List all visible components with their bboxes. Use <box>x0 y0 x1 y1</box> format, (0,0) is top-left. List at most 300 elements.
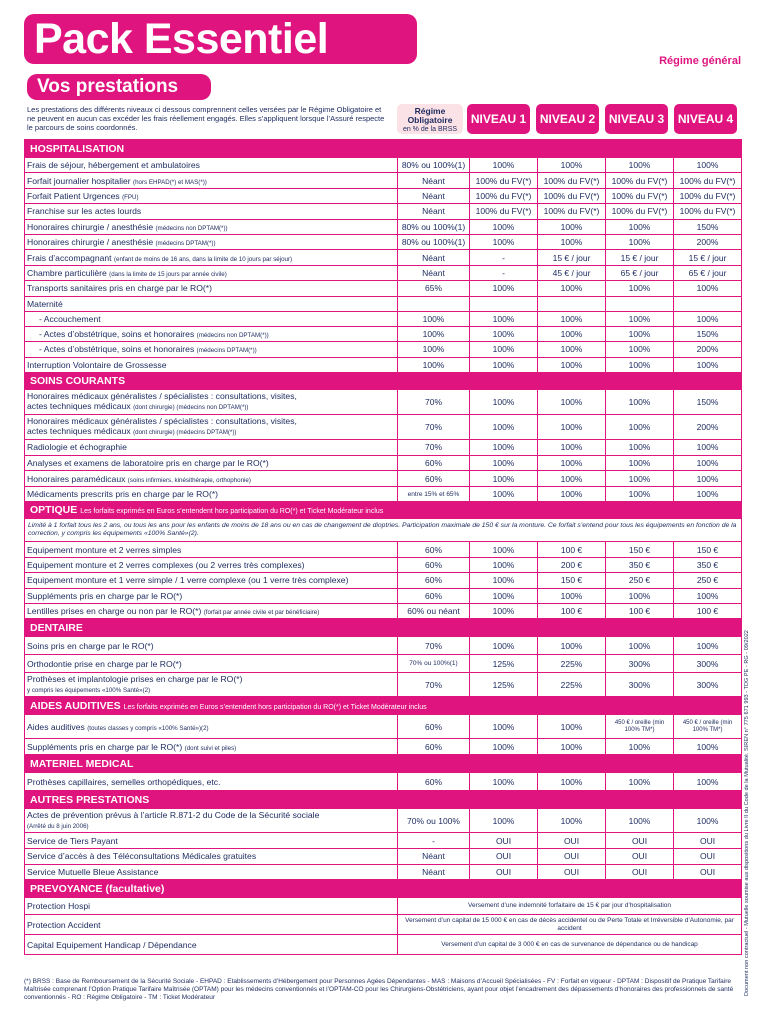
value-text: 100% <box>560 359 583 370</box>
section-soins-courants <box>25 373 742 390</box>
value-cell <box>538 588 606 603</box>
row-label <box>25 773 398 791</box>
row-label <box>25 898 398 915</box>
column-header-brss <box>397 104 463 134</box>
optique-info-text: Limité à 1 forfait tous les 2 ans, ou tous les ans pour les enfants de moins de 18 ans ou en cas de changement de dioptries. Participation maximale de 150 € sur la monture. Ce forfait s’entend pour tous les équipements en fonction de la correction, y compris les équipements «100% Santé»(2). <box>28 521 737 538</box>
row-label <box>25 715 398 739</box>
table-row <box>25 204 742 219</box>
row-label-text: Soins pris en charge par le RO(*) <box>27 640 154 651</box>
value-cell <box>538 158 606 173</box>
value-cell <box>674 326 742 341</box>
value-cell <box>606 557 674 572</box>
brss-line2: Obligatoire <box>407 115 453 125</box>
value-cell <box>470 311 538 326</box>
value-text: - <box>432 835 435 846</box>
row-label <box>25 326 398 341</box>
row-label-text: Prothèses et implantologie prises en charge par le RO(*) <box>27 673 243 684</box>
value-cell <box>606 455 674 471</box>
value-cell <box>538 250 606 265</box>
value-text: 150% <box>696 397 719 408</box>
value-cell <box>674 809 742 833</box>
row-label-note: (médecins DPTAM(*)) <box>196 347 257 355</box>
row-label <box>25 486 398 502</box>
row-label-note: (forfait par année civile et par bénéficiaire) <box>203 609 320 617</box>
value-cell <box>398 440 470 456</box>
value-cell <box>470 265 538 280</box>
row-label-text: Equipement monture et 1 verre simple / 1 verre complexe (ou 1 verre très complexe) <box>27 575 349 586</box>
row-label-text: Equipement monture et 2 verres complexes (ou 2 verres très complexes) <box>27 560 305 571</box>
value-text: 100 € <box>696 606 719 617</box>
value-cell <box>606 739 674 755</box>
value-cell <box>606 588 674 603</box>
section-note: Les forfaits exprimés en Euros s’entendent hors participation du RO(*) et Ticket Modérateur inclus <box>123 703 427 711</box>
row-label-text: Transports sanitaires pris en charge par le RO(*) <box>27 283 212 294</box>
value-text: 100% <box>628 344 651 355</box>
row-label-text: Franchise sur les actes lourds <box>27 206 142 217</box>
value-text: 15 € / jour <box>552 252 591 263</box>
value-text: 65 € / jour <box>688 267 727 278</box>
value-text: 100% du FV(*) <box>679 175 736 186</box>
table-row <box>25 250 742 265</box>
value-cell <box>398 486 470 502</box>
row-label-text: Honoraires médicaux généralistes / spécialistes : consultations, visites, <box>27 391 297 402</box>
table-row <box>25 637 742 655</box>
value-cell <box>606 486 674 502</box>
brss-line3: en % de la BRSS <box>402 126 458 133</box>
value-text: 60% <box>424 544 442 555</box>
value-text: 225% <box>560 658 583 669</box>
row-label <box>25 204 398 219</box>
row-label-text: Service Mutuelle Bleue Assistance <box>27 866 159 877</box>
value-text: 100% <box>492 721 515 732</box>
value-cell <box>538 773 606 791</box>
value-text: Néant <box>422 175 445 186</box>
page-title: Pack Essentiel <box>24 14 417 64</box>
value-text: 100% <box>560 640 583 651</box>
value-text: 100% <box>492 221 515 232</box>
value-cell <box>674 573 742 588</box>
row-label-note: (hors EHPAD(*) et MAS(*)) <box>133 178 207 186</box>
value-text: 70% ou 100%(1) <box>409 660 458 668</box>
value-text: 100% <box>628 590 651 601</box>
section-title: AIDES AUDITIVES <box>30 699 121 712</box>
value-cell <box>606 673 674 697</box>
value-text: 100% <box>422 329 445 340</box>
value-cell <box>674 311 742 326</box>
row-label-text: Forfait Patient Urgences <box>27 190 120 201</box>
table-row <box>25 415 742 440</box>
value-text: 125% <box>492 658 515 669</box>
value-text: 100% <box>492 815 515 826</box>
value-text: 100 € <box>560 544 583 555</box>
row-label <box>25 158 398 173</box>
value-text: 70% <box>424 442 442 453</box>
value-cell <box>674 673 742 697</box>
row-label <box>25 915 398 935</box>
value-text: 60% <box>424 560 442 571</box>
value-cell <box>606 849 674 865</box>
value-cell <box>606 234 674 249</box>
value-text: 100% <box>560 473 583 484</box>
row-label-text: Prothèses capillaires, semelles orthopédiques, etc. <box>27 776 221 787</box>
value-cell <box>470 637 538 655</box>
value-text: 100% du FV(*) <box>543 175 600 186</box>
value-text: 150 € <box>628 544 651 555</box>
value-text: 100% <box>492 313 515 324</box>
value-text: 100% <box>492 344 515 355</box>
value-text: 100% <box>628 422 651 433</box>
table-row <box>25 311 742 326</box>
value-cell <box>398 173 470 188</box>
table-row <box>25 588 742 603</box>
value-text: 100% du FV(*) <box>611 190 668 201</box>
value-text: 100% <box>696 741 719 752</box>
value-cell <box>398 326 470 341</box>
value-cell <box>398 234 470 249</box>
value-text: 100% <box>628 329 651 340</box>
value-text: 100% <box>492 283 515 294</box>
row-label <box>25 357 398 372</box>
row-label-note: (toutes classes y compris «100% Santé»)(2) <box>87 724 209 732</box>
value-text: 100% <box>696 313 719 324</box>
value-text: 60% <box>424 575 442 586</box>
value-text: 60% <box>424 457 442 468</box>
row-label-text: Suppléments pris en charge par le RO(*) <box>27 590 183 601</box>
value-cell <box>470 849 538 865</box>
section-title: SOINS COURANTS <box>30 375 126 388</box>
value-text: 100% <box>492 544 515 555</box>
value-cell <box>606 296 674 311</box>
table-row <box>25 471 742 487</box>
value-cell <box>398 773 470 791</box>
value-cell <box>398 357 470 372</box>
row-label-note: (dont suivi et piles) <box>184 744 237 752</box>
value-cell <box>606 390 674 415</box>
table-row <box>25 357 742 372</box>
value-text: 70% <box>424 397 442 408</box>
value-text: - <box>502 252 505 263</box>
value-text: 100% <box>696 473 719 484</box>
value-text: 100% <box>628 489 651 500</box>
value-cell <box>398 281 470 296</box>
value-cell <box>470 440 538 456</box>
value-cell <box>398 342 470 357</box>
value-cell <box>606 440 674 456</box>
row-label-text: Suppléments pris en charge par le RO(*) <box>27 741 183 752</box>
row-label <box>25 440 398 456</box>
value-cell <box>398 311 470 326</box>
value-cell <box>538 265 606 280</box>
value-text: Néant <box>422 252 445 263</box>
value-cell <box>538 296 606 311</box>
value-text: 100% <box>560 590 583 601</box>
table-row <box>25 604 742 619</box>
row-label <box>25 604 398 619</box>
value-cell <box>606 542 674 557</box>
value-text: OUI <box>495 835 512 846</box>
row-label-text: Protection Hospi <box>27 901 91 912</box>
value-cell <box>606 357 674 372</box>
value-cell <box>470 557 538 572</box>
value-cell <box>538 486 606 502</box>
row-label-text: Analyses et examens de laboratoire pris en charge par le RO(*) <box>27 457 269 468</box>
value-cell <box>606 773 674 791</box>
value-text: 250 € <box>696 575 719 586</box>
value-cell <box>538 673 606 697</box>
value-cell <box>606 864 674 880</box>
value-cell <box>398 542 470 557</box>
value-cell <box>674 158 742 173</box>
row-label <box>25 588 398 603</box>
value-cell <box>606 655 674 673</box>
brss-line1: Régime <box>414 106 446 116</box>
value-text: 100% <box>492 160 515 171</box>
value-text: 100% <box>560 344 583 355</box>
row-label <box>25 739 398 755</box>
value-cell <box>606 573 674 588</box>
value-text: 100% <box>560 776 583 787</box>
optique-info <box>25 519 742 542</box>
row-label <box>25 173 398 188</box>
value-cell <box>538 809 606 833</box>
value-text: 100% <box>696 815 719 826</box>
value-cell <box>674 440 742 456</box>
row-label-text: actes techniques médicaux <box>27 426 131 437</box>
value-cell <box>470 715 538 739</box>
value-text: 200% <box>696 344 719 355</box>
section-autres-prestations <box>25 791 742 809</box>
table-row <box>25 265 742 280</box>
section-header <box>25 791 742 809</box>
value-text: 60% <box>424 741 442 752</box>
value-cell <box>398 415 470 440</box>
value-text: 100% <box>628 313 651 324</box>
table-row <box>25 809 742 833</box>
value-cell <box>538 655 606 673</box>
row-label-text: Capital Equipement Handicap / Dépendance <box>27 939 197 950</box>
value-cell <box>398 604 470 619</box>
row-label <box>25 655 398 673</box>
value-text: 100% <box>492 575 515 586</box>
value-cell <box>398 390 470 415</box>
row-label <box>25 557 398 572</box>
value-cell <box>606 715 674 739</box>
row-label-text: Equipement monture et 2 verres simples <box>27 544 182 555</box>
section-header <box>25 373 742 390</box>
value-text: 65% <box>424 283 442 294</box>
row-label <box>25 864 398 880</box>
value-cell <box>538 188 606 203</box>
value-cell <box>674 265 742 280</box>
value-text: 150 € <box>560 575 583 586</box>
value-cell <box>398 158 470 173</box>
value-text: 100% <box>492 776 515 787</box>
section-header <box>25 619 742 637</box>
row-label <box>25 265 398 280</box>
value-text: 70% <box>424 640 442 651</box>
value-text: 100% <box>628 741 651 752</box>
value-cell <box>538 557 606 572</box>
value-cell <box>470 655 538 673</box>
value-text: 100% <box>696 640 719 651</box>
value-text: 100% <box>628 442 651 453</box>
value-text: 100% <box>628 776 651 787</box>
value-text: OUI <box>495 866 512 877</box>
value-text: 100% <box>492 442 515 453</box>
row-label-note: (FPU) <box>122 193 139 201</box>
section-title: HOSPITALISATION <box>30 142 125 155</box>
value-cell <box>398 739 470 755</box>
value-text: Néant <box>422 190 445 201</box>
value-text: 100% du FV(*) <box>475 190 532 201</box>
value-cell <box>470 415 538 440</box>
section-materiel-medical <box>25 755 742 773</box>
row-label-text: - Accouchement <box>39 313 101 324</box>
value-cell <box>398 557 470 572</box>
row-label <box>25 849 398 865</box>
value-cell <box>470 390 538 415</box>
value-text: 70% <box>424 422 442 433</box>
table-row <box>25 390 742 415</box>
value-cell <box>674 715 742 739</box>
value-cell <box>538 415 606 440</box>
value-text: Néant <box>422 866 445 877</box>
row-label <box>25 311 398 326</box>
value-text: 350 € <box>628 560 651 571</box>
row-label-note: (dont chirurgie) (médecins non DPTAM(*)) <box>133 404 249 412</box>
value-cell <box>606 204 674 219</box>
regime-label: Régime général <box>659 55 741 67</box>
value-text: 60% <box>424 473 442 484</box>
value-text: 100% <box>560 221 583 232</box>
value-text: 150% <box>696 221 719 232</box>
value-text: 300% <box>628 658 651 669</box>
section-aides-auditives <box>25 697 742 715</box>
table-row <box>25 519 742 542</box>
value-text: 100% <box>696 442 719 453</box>
row-label-text: Orthodontie prise en charge par le RO(*) <box>27 658 182 669</box>
value-text: 100% du FV(*) <box>543 190 600 201</box>
table-row <box>25 296 742 311</box>
section-title: AUTRES PRESTATIONS <box>30 793 150 806</box>
value-text: 300% <box>628 679 651 690</box>
value-cell <box>538 173 606 188</box>
row-label-text: - Actes d’obstétrique, soins et honoraires <box>39 344 195 355</box>
value-cell <box>606 158 674 173</box>
table-row <box>25 673 742 697</box>
value-text: 100% <box>492 422 515 433</box>
table-row <box>25 655 742 673</box>
value-text: 100% <box>492 237 515 248</box>
row-label-text: Médicaments prescrits pris en charge par le RO(*) <box>27 489 219 500</box>
value-cell <box>674 204 742 219</box>
row-label-text: actes techniques médicaux <box>27 401 131 412</box>
value-cell <box>470 173 538 188</box>
value-cell <box>674 655 742 673</box>
value-text: 100% <box>492 489 515 500</box>
prevoyance-text: Versement d’un capital de 3 000 € en cas de survenance de dépendance ou de handicap <box>441 940 698 948</box>
value-cell <box>606 326 674 341</box>
row-label-note: (soins infirmiers, kinésithérapie, orthophonie) <box>127 476 251 484</box>
value-text: 100% <box>696 590 719 601</box>
value-text: 100% <box>696 160 719 171</box>
value-cell <box>470 673 538 697</box>
row-label-note: (Arrêté du 8 juin 2006) <box>27 822 89 830</box>
row-label-note: (médecins DPTAM(*)) <box>155 240 216 248</box>
row-label-text: Service d’accès à des Téléconsultations Médicales gratuites <box>27 851 257 862</box>
row-label-text: Protection Accident <box>27 919 101 930</box>
prevoyance-text: Versement d’une indemnité forfaitaire de 15 € par jour d’hospitalisation <box>467 902 672 910</box>
value-text: 200% <box>696 237 719 248</box>
value-text: 100% <box>422 359 445 370</box>
row-label <box>25 219 398 234</box>
value-text: 350 € <box>696 560 719 571</box>
value-text: 100% <box>560 397 583 408</box>
row-label-text: Radiologie et échographie <box>27 442 127 453</box>
value-cell <box>606 219 674 234</box>
value-cell <box>538 833 606 849</box>
value-text: 200 € <box>560 560 583 571</box>
value-text: OUI <box>495 851 512 862</box>
row-label-note: (médecins non DPTAM(*)) <box>196 332 269 340</box>
value-text: Néant <box>422 206 445 217</box>
value-text: 45 € / jour <box>552 267 591 278</box>
value-text: 125% <box>492 679 515 690</box>
table-row <box>25 915 742 935</box>
table-row <box>25 573 742 588</box>
prevoyance-description <box>398 915 742 935</box>
value-text: 100% <box>628 815 651 826</box>
value-text: OUI <box>631 835 648 846</box>
value-cell <box>398 219 470 234</box>
row-label-text: Service de Tiers Payant <box>27 835 118 846</box>
table-row <box>25 219 742 234</box>
row-label <box>25 296 398 311</box>
value-text: 300% <box>696 679 719 690</box>
value-cell <box>470 342 538 357</box>
value-text: 100% <box>560 489 583 500</box>
value-cell <box>470 573 538 588</box>
side-legal-text: Document non contractuel - Mutuelle soumise aux dispositions du Livre II du Code de la Mutualité. SIREN n° 775 671 993 - TDG PE - RG - 09/2022 <box>744 630 750 996</box>
table-row <box>25 342 742 357</box>
row-label <box>25 188 398 203</box>
prevoyance-description <box>398 898 742 915</box>
value-cell <box>398 809 470 833</box>
value-cell <box>674 486 742 502</box>
value-cell <box>470 833 538 849</box>
value-text: 300% <box>696 658 719 669</box>
value-cell <box>674 471 742 487</box>
row-label <box>25 935 398 955</box>
table-row <box>25 326 742 341</box>
value-cell <box>470 455 538 471</box>
row-label-text: Honoraires paramédicaux <box>27 473 126 484</box>
value-cell <box>674 849 742 865</box>
value-text: 100% <box>696 489 719 500</box>
value-text: - <box>502 267 505 278</box>
column-header-level-2: NIVEAU 2 <box>536 104 599 134</box>
value-cell <box>674 588 742 603</box>
section-prevoyance <box>25 880 742 898</box>
value-cell <box>674 557 742 572</box>
value-cell <box>674 357 742 372</box>
table-row <box>25 440 742 456</box>
value-cell <box>470 486 538 502</box>
prevoyance-text: Versement d’un capital de 15 000 € en cas de décès accidentel ou de Perte Totale et Irréversible d’Autonomie, par accident <box>405 917 734 932</box>
value-text: 100% <box>696 359 719 370</box>
table-row <box>25 864 742 880</box>
value-text: 100% <box>560 313 583 324</box>
